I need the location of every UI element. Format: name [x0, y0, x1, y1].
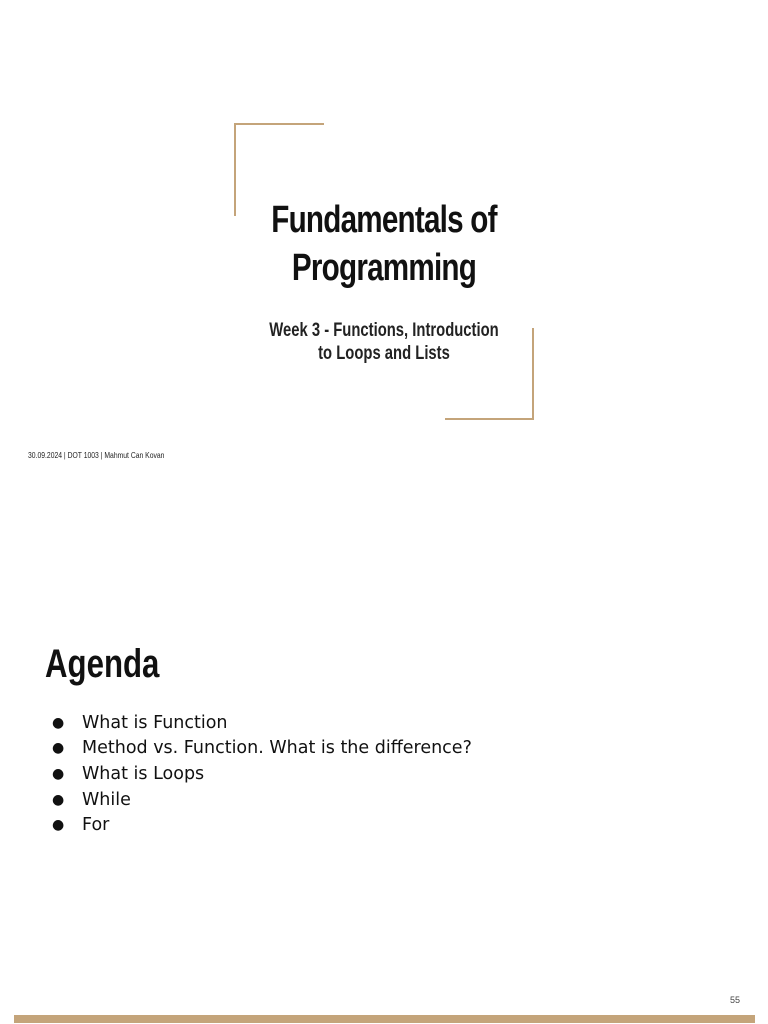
- bullet-icon: ●: [52, 714, 65, 731]
- agenda-item-label: Method vs. Function. What is the difference?: [82, 738, 472, 759]
- deck-subtitle: Week 3 - Functions, Introduction to Loops and Lists: [269, 320, 499, 364]
- agenda-item-label: While: [82, 789, 131, 810]
- bullet-icon: ●: [52, 740, 65, 757]
- bullet-icon: ●: [52, 817, 65, 834]
- agenda-item-label: What is Loops: [82, 763, 205, 784]
- bullet-icon: ●: [52, 791, 65, 808]
- agenda-item: [52, 710, 472, 736]
- agenda-list: [52, 710, 472, 838]
- agenda-item-label: What is Function: [82, 712, 228, 733]
- agenda-item: [52, 787, 472, 813]
- bottom-accent-bar: [14, 1015, 755, 1023]
- title-slide: [0, 0, 768, 480]
- agenda-item-label: For: [82, 815, 110, 836]
- slide-footer: 30.09.2024 | DOT 1003 | Mahmut Can Kovan: [28, 451, 165, 460]
- agenda-slide: [0, 480, 768, 1024]
- bullet-icon: ●: [52, 765, 65, 782]
- deck-title: Fundamentals of Programming: [271, 199, 497, 289]
- agenda-item: [52, 761, 472, 787]
- page-number: 55: [729, 995, 740, 1005]
- agenda-item: [52, 812, 472, 838]
- corner-bracket-bottom-right: [445, 328, 534, 420]
- agenda-title: Agenda: [45, 642, 160, 686]
- agenda-item: [52, 736, 472, 762]
